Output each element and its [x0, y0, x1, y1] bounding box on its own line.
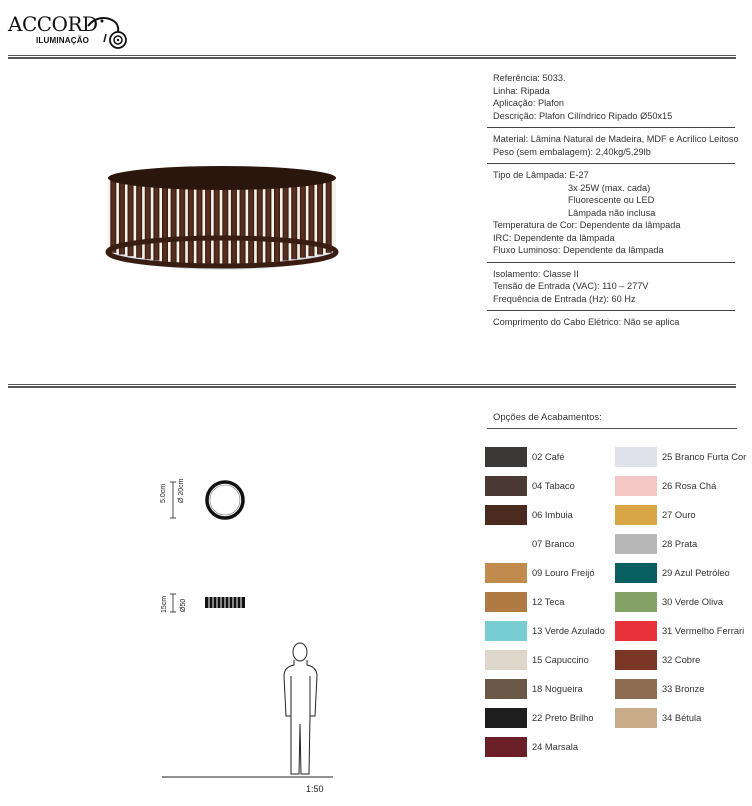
lamp-slat [196, 178, 202, 265]
finish-option [485, 679, 583, 699]
lamp-slat [171, 178, 177, 263]
finish-label: 15 Capuccino [532, 655, 589, 665]
product-image [100, 160, 345, 278]
finish-option [485, 621, 605, 641]
finish-option [485, 447, 565, 467]
finish-label: 18 Nogueira [532, 684, 583, 694]
finish-option [615, 447, 746, 467]
finish-swatch [615, 592, 657, 612]
finish-label: 22 Preto Brilho [532, 713, 594, 723]
finish-option [615, 534, 697, 554]
spec-referencia: Referência: 5033. [493, 73, 566, 83]
specs-lamp [487, 169, 735, 263]
finish-swatch [485, 447, 527, 467]
lamp-slat [222, 178, 228, 266]
finishes-title: Opções de Acabamentos: [493, 412, 602, 423]
finish-option [615, 650, 700, 670]
finish-option [485, 592, 564, 612]
lamp-slat [274, 178, 280, 262]
finish-swatch [615, 534, 657, 554]
lamp-slat [110, 178, 116, 253]
finish-option [485, 563, 595, 583]
finish-label: 25 Branco Furta Cor [662, 452, 747, 462]
spec-tensao: Tensão de Entrada (VAC): 110 – 277V [493, 281, 649, 291]
lamp-slat [136, 178, 142, 258]
finish-swatch [615, 650, 657, 670]
finish-label: 32 Cobre [662, 655, 701, 665]
spec-peso: Peso (sem embalagem): 2,40kg/5,29lb [493, 146, 651, 157]
lamp-slat [145, 178, 151, 259]
human-scale-figure [160, 638, 335, 783]
finish-option [485, 505, 573, 525]
finish-option [615, 563, 730, 583]
spec-fluxo: Fluxo Luminoso: Dependente da lâmpada [493, 245, 664, 255]
finish-option [615, 679, 704, 699]
finish-option [615, 708, 701, 728]
finish-label: 34 Bétula [662, 713, 702, 723]
specs-identification [487, 72, 735, 128]
finish-label: 31 Vermelho Ferrari [662, 626, 745, 636]
brand-tagline: ILUMINAÇÃO [36, 36, 90, 45]
finish-swatch [485, 476, 527, 496]
lamp-slat [240, 178, 246, 265]
finish-swatch [485, 534, 527, 554]
finish-option [485, 708, 594, 728]
finish-label: 02 Café [532, 452, 565, 462]
lamp-slat [188, 178, 194, 265]
finish-label: 13 Verde Azulado [532, 626, 605, 636]
finish-swatch [485, 737, 527, 757]
lamp-slat [248, 178, 254, 265]
spec-tipo-lampada: Tipo de Lâmpada: E-27 [493, 170, 589, 180]
finish-label: 06 Imbuia [532, 510, 573, 520]
lamp-slat [205, 178, 211, 266]
spec-material: Material: Lâmina Natural de Madeira, MDF e Acrílico Leitoso [493, 134, 739, 144]
finish-label: 04 Tabaco [532, 481, 575, 491]
spec-descricao: Descrição: Plafon Cilíndrico Ripado Ø50x15 [493, 110, 673, 121]
finish-swatch [615, 621, 657, 641]
side-view-drawing [165, 590, 250, 616]
finish-label: 30 Verde Oliva [662, 597, 723, 607]
finish-swatch [615, 708, 657, 728]
finish-swatch [485, 708, 527, 728]
lamp-slat [153, 178, 159, 261]
finish-option [485, 737, 578, 757]
finish-swatch [615, 476, 657, 496]
finish-label: 28 Prata [662, 539, 698, 549]
lamp-slat [283, 178, 289, 261]
dim-height-label: 5.0cm [160, 483, 167, 503]
lamp-slat [265, 178, 271, 263]
finish-label: 24 Marsala [532, 742, 578, 752]
finish-label: 12 Teca [532, 597, 565, 607]
spec-aplicacao: Aplicação: Plafon [493, 98, 564, 108]
spec-frequencia: Frequência de Entrada (Hz): 60 Hz [493, 293, 636, 304]
finish-swatch [485, 650, 527, 670]
finish-swatch [485, 563, 527, 583]
finish-swatch [615, 447, 657, 467]
header-divider [8, 55, 736, 59]
lamp-slat [179, 178, 185, 264]
lamp-slat [291, 178, 297, 259]
finish-option [615, 505, 696, 525]
finish-label: 33 Bronze [662, 684, 705, 694]
finish-swatch [485, 592, 527, 612]
finish-option [615, 621, 744, 641]
specs-material [487, 133, 739, 164]
specs-electrical [487, 268, 735, 312]
finish-label: 09 Louro Freijó [532, 568, 595, 578]
finish-option [485, 534, 574, 554]
brand-name: ACCORD [8, 12, 98, 36]
finish-option [485, 476, 575, 496]
finish-label: 27 Ouro [662, 510, 696, 520]
specs-panel [487, 72, 739, 339]
lamp-slat [257, 178, 263, 264]
section-divider [8, 384, 736, 388]
lamp-slat [326, 178, 332, 253]
spec-lampada-inclusa: Lâmpada não inclusa [568, 207, 656, 218]
drawing-scale: 1:50 [306, 784, 324, 794]
finish-swatch [615, 505, 657, 525]
finish-label: 07 Branco [532, 539, 575, 549]
finish-option [615, 592, 723, 612]
dim-side-label: 15cm [161, 595, 168, 613]
finish-label: 29 Azul Petróleo [662, 568, 730, 578]
brand-logo [8, 8, 128, 52]
finish-swatch [485, 505, 527, 525]
lamp-slat [231, 178, 237, 266]
dim-side-label-2: Ø50 [180, 598, 187, 612]
lamp-slat [214, 178, 220, 266]
spec-cabo: Comprimento do Cabo Elétrico: Não se aplica [493, 317, 680, 327]
finish-swatch [615, 563, 657, 583]
spec-lampada-potencia: 3x 25W (max. cada) [568, 182, 651, 193]
specs-cable [487, 316, 735, 334]
lamp-slat [162, 178, 168, 262]
spec-lampada-tipo: Fluorescente ou LED [568, 195, 655, 205]
spec-linha: Linha: Ripada [493, 85, 550, 96]
chameleon-icon [86, 10, 132, 52]
spec-irc: IRC: Dependente da lâmpada [493, 232, 615, 243]
finish-swatch [615, 679, 657, 699]
finish-swatch [485, 621, 527, 641]
finish-swatch [485, 679, 527, 699]
finishes-divider [487, 428, 737, 429]
spec-isolamento: Isolamento: Classe II [493, 268, 579, 279]
finish-option [615, 476, 716, 496]
lamp-slat [300, 178, 306, 258]
finish-label: 26 Rosa Chá [662, 481, 717, 491]
finish-option [485, 650, 589, 670]
spec-temperatura: Temperatura de Cor: Dependente da lâmpada [493, 220, 681, 230]
dim-diameter-label: Ø 20cm [178, 478, 185, 503]
